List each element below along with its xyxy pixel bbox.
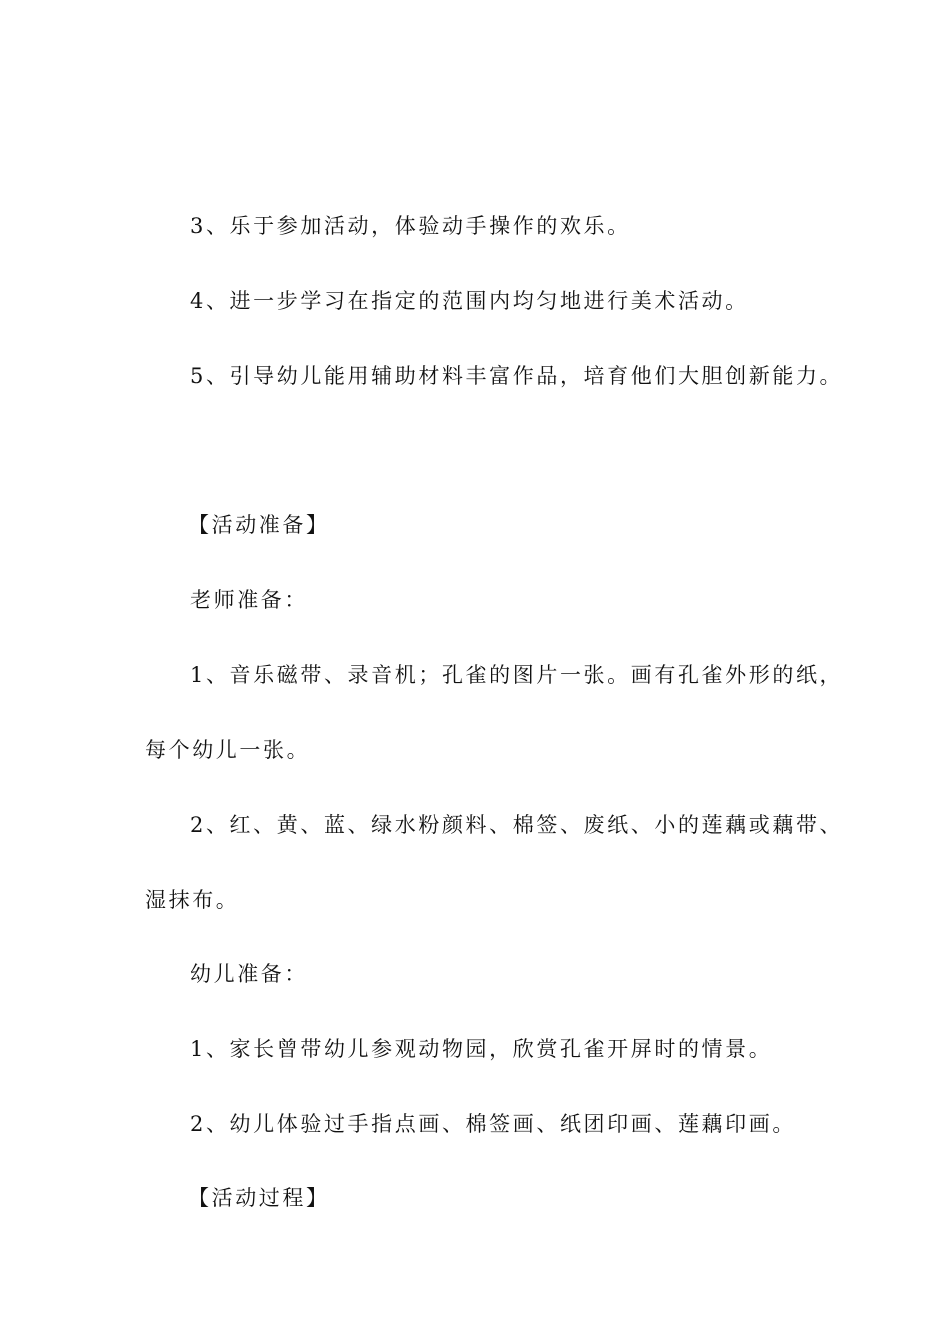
child-item-2: 2、幼儿体验过手指点画、棉签画、纸团印画、莲藕印画。 bbox=[190, 1112, 796, 1136]
section-heading-process: 【活动过程】 bbox=[188, 1186, 330, 1210]
child-preparation-label: 幼儿准备： bbox=[190, 962, 308, 986]
objective-item-3: 3、乐于参加活动，体验动手操作的欢乐。 bbox=[190, 214, 631, 238]
teacher-item-1-line-1: 1、音乐磁带、录音机；孔雀的图片一张。画有孔雀外形的纸， bbox=[190, 663, 844, 687]
teacher-item-2-line-2: 湿抹布。 bbox=[145, 888, 240, 912]
child-item-1: 1、家长曾带幼儿参观动物园，欣赏孔雀开屏时的情景。 bbox=[190, 1037, 773, 1061]
teacher-preparation-label: 老师准备： bbox=[190, 588, 308, 612]
objective-item-4: 4、进一步学习在指定的范围内均匀地进行美术活动。 bbox=[190, 289, 749, 313]
teacher-item-2-line-1: 2、红、黄、蓝、绿水粉颜料、棉签、废纸、小的莲藕或藕带、 bbox=[190, 813, 844, 837]
section-heading-preparation: 【活动准备】 bbox=[188, 513, 330, 537]
teacher-item-1-line-2: 每个幼儿一张。 bbox=[145, 738, 311, 762]
objective-item-5: 5、引导幼儿能用辅助材料丰富作品，培育他们大胆创新能力。 bbox=[190, 364, 844, 388]
